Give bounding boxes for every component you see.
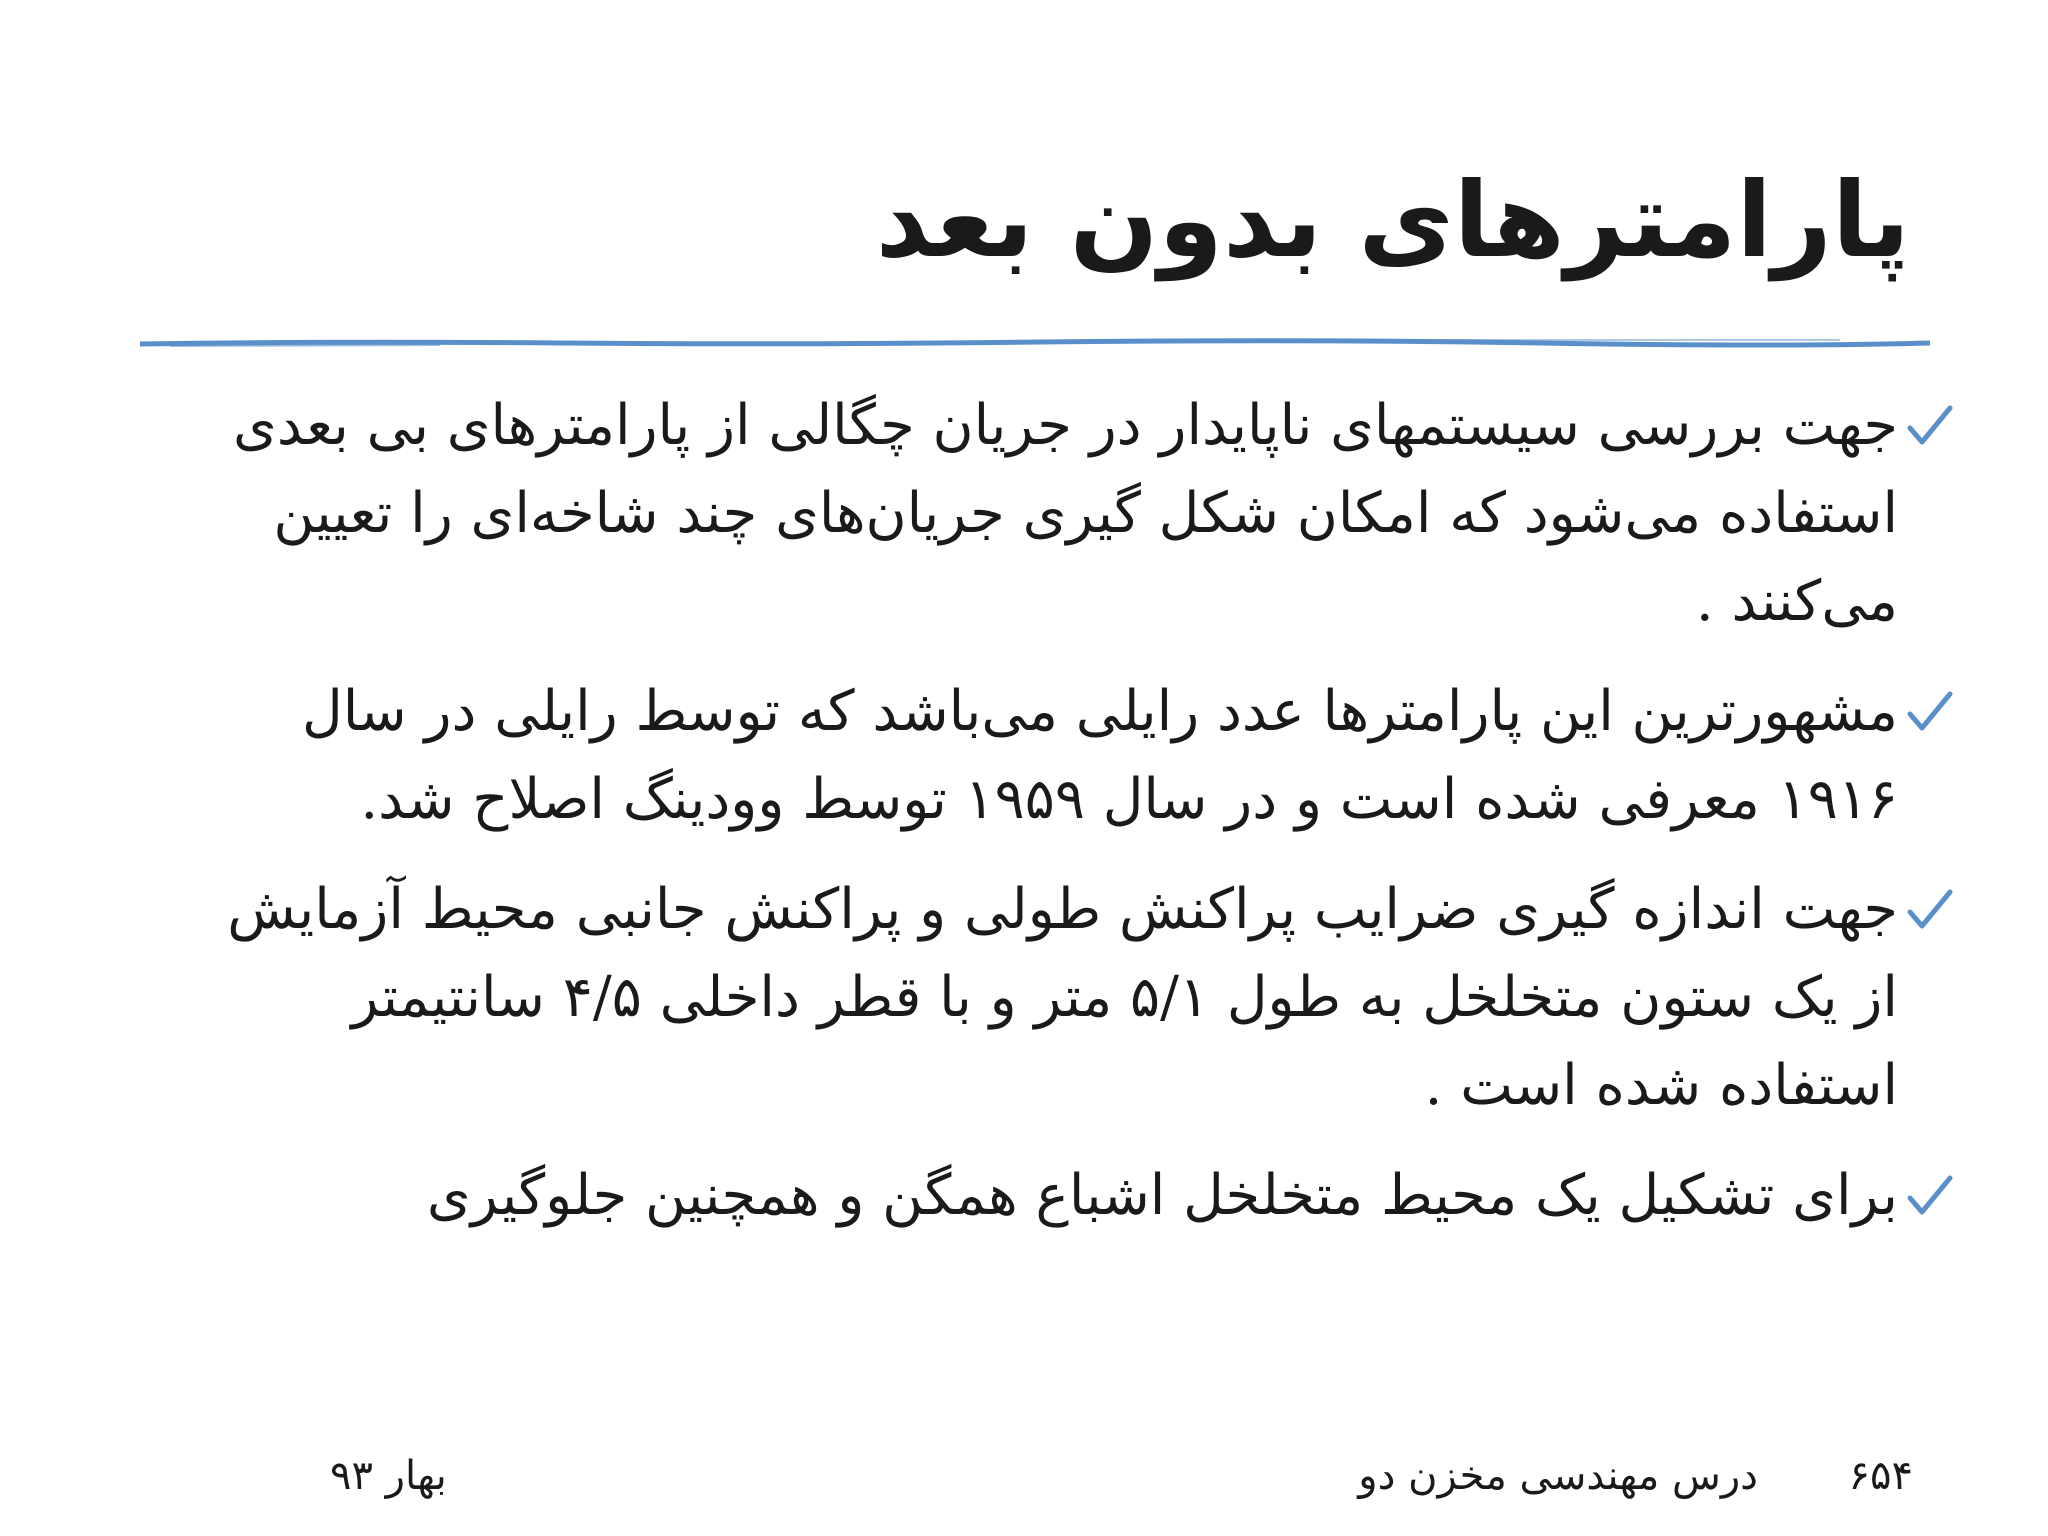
check-icon — [1904, 400, 1956, 452]
footer-page-number: ۶۵۴ — [1848, 1453, 1913, 1499]
title-divider — [140, 336, 1930, 350]
bullet-text: جهت اندازه گیری ضرایب پراکنش طولی و پراکنش جانبی محیط آزمایش از یک ستون متخلخل به طول ۵/۱ متر و با قطر داخلی ۴/۵ سانتیمتر استفاده شده است . — [227, 877, 1898, 1118]
bullet-text: مشهورترین این پارامترها عدد رایلی می‌باشد که توسط رایلی در سال ۱۹۱۶ معرفی شده است و در سال ۱۹۵۹ توسط وودینگ اصلاح شد. — [302, 679, 1898, 832]
list-item — [198, 1152, 1898, 1240]
list-item — [198, 866, 1898, 1130]
bullet-text: جهت بررسی سیستمهای ناپایدار در جریان چگالی از پارامترهای بی بعدی استفاده می‌شود که امکان شکل گیری جریان‌های چند شاخه‌ای را تعیین می‌کنند . — [233, 393, 1898, 634]
slide-title: پارامترهای بدون بعد — [875, 159, 1910, 281]
bullet-text: برای تشکیل یک محیط متخلخل اشباع همگن و همچنین جلوگیری — [426, 1163, 1898, 1228]
footer-term: بهار ۹۳ — [330, 1453, 447, 1499]
list-item — [198, 382, 1898, 646]
check-icon — [1904, 686, 1956, 738]
list-item — [198, 668, 1898, 844]
footer-course-title: درس مهندسی مخزن دو — [1358, 1453, 1758, 1499]
bullet-list — [198, 382, 1898, 1262]
check-icon — [1904, 884, 1956, 936]
check-icon — [1904, 1170, 1956, 1222]
